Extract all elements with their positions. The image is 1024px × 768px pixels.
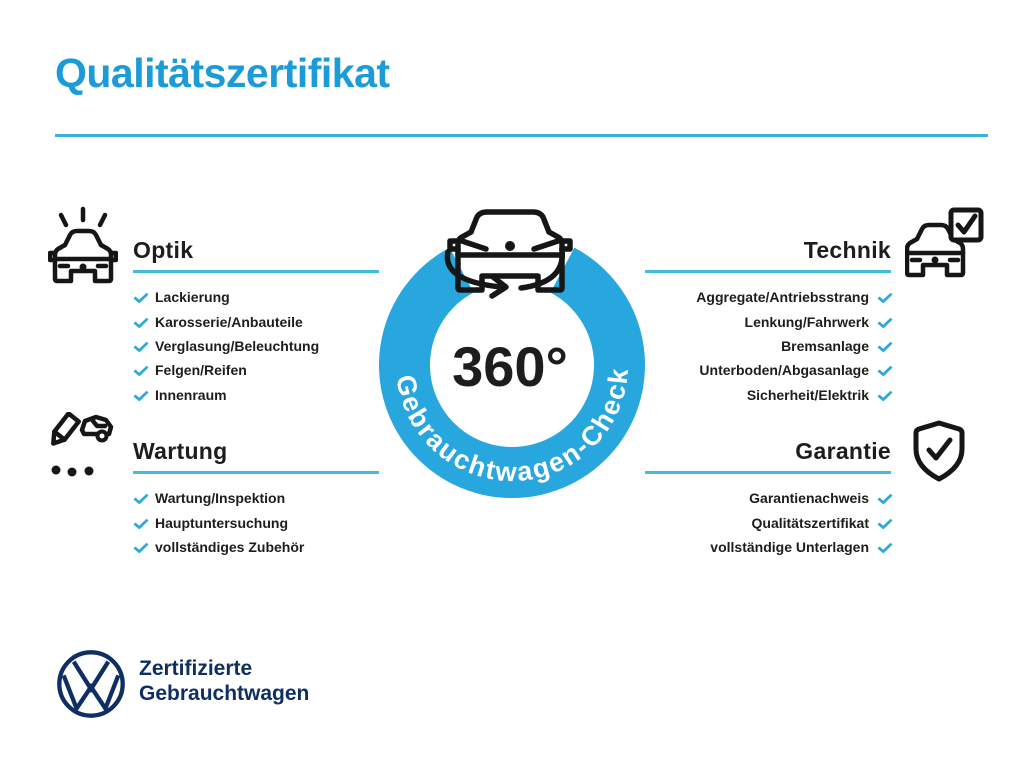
check-icon bbox=[877, 339, 891, 353]
check-icon bbox=[877, 388, 891, 402]
item-label: vollständiges Zubehör bbox=[155, 538, 305, 555]
check-icon bbox=[877, 491, 891, 505]
list-item bbox=[133, 383, 379, 407]
check-icon bbox=[133, 388, 147, 402]
item-label: Garantienachweis bbox=[749, 490, 869, 507]
section-underline bbox=[645, 471, 891, 474]
list-item bbox=[645, 383, 891, 407]
footer-line-1: Zertifizierte bbox=[139, 657, 253, 680]
list-item bbox=[133, 486, 379, 510]
section-title: Wartung bbox=[133, 438, 228, 464]
item-label: Verglasung/Beleuchtung bbox=[155, 337, 320, 354]
list-item bbox=[645, 285, 891, 309]
360-check-badge bbox=[355, 182, 670, 507]
footer-line-2: Gebrauchtwagen bbox=[139, 681, 310, 705]
section-optik bbox=[133, 237, 379, 407]
item-label: Sicherheit/Elektrik bbox=[746, 386, 869, 403]
check-icon bbox=[133, 290, 147, 304]
list-item bbox=[645, 358, 891, 382]
list-item bbox=[133, 510, 379, 534]
section-technik bbox=[645, 237, 891, 407]
title-divider bbox=[55, 134, 988, 137]
check-icon bbox=[877, 315, 891, 329]
section-title: Garantie bbox=[795, 438, 891, 464]
section-underline bbox=[645, 270, 891, 273]
checklist bbox=[645, 285, 891, 407]
check-icon bbox=[133, 315, 147, 329]
check-icon bbox=[133, 363, 147, 377]
item-label: Hauptuntersuchung bbox=[155, 514, 288, 531]
check-icon bbox=[877, 540, 891, 554]
item-label: Lackierung bbox=[155, 289, 230, 306]
check-icon bbox=[133, 516, 147, 530]
list-item bbox=[645, 334, 891, 358]
section-wartung bbox=[133, 438, 379, 559]
list-item bbox=[133, 334, 379, 358]
checklist bbox=[133, 486, 379, 559]
check-icon bbox=[877, 516, 891, 530]
item-label: Lenkung/Fahrwerk bbox=[744, 313, 869, 330]
item-label: Innenraum bbox=[155, 386, 227, 403]
item-label: Unterboden/Abgasanlage bbox=[699, 362, 869, 379]
list-item bbox=[645, 309, 891, 333]
item-label: Aggregate/Antriebsstrang bbox=[696, 289, 869, 306]
list-item bbox=[645, 535, 891, 559]
check-icon bbox=[133, 339, 147, 353]
section-title: Optik bbox=[133, 237, 194, 263]
section-garantie bbox=[645, 438, 891, 559]
shield-check-icon bbox=[906, 419, 972, 489]
list-item bbox=[133, 309, 379, 333]
footer-brand-claim bbox=[139, 657, 309, 706]
section-title: Technik bbox=[803, 237, 891, 263]
item-label: Karosserie/Anbauteile bbox=[155, 313, 303, 330]
list-item bbox=[645, 510, 891, 534]
item-label: vollständige Unterlagen bbox=[710, 538, 869, 555]
ring-label: Gebrauchtwagen-Check bbox=[390, 365, 635, 488]
list-item bbox=[133, 535, 379, 559]
page-title: Qualitätszertifikat bbox=[55, 50, 390, 96]
list-item bbox=[133, 358, 379, 382]
pencil-car-checklist-icon bbox=[44, 412, 116, 480]
item-label: Bremsanlage bbox=[781, 337, 869, 354]
sparkling-car-icon bbox=[48, 203, 118, 285]
list-item bbox=[133, 285, 379, 309]
list-item bbox=[645, 486, 891, 510]
degrees-label: 360° bbox=[452, 335, 568, 398]
section-underline bbox=[133, 471, 379, 474]
check-icon bbox=[133, 540, 147, 554]
check-icon bbox=[877, 363, 891, 377]
vw-logo bbox=[55, 648, 127, 720]
section-underline bbox=[133, 270, 379, 273]
item-label: Qualitätszertifikat bbox=[751, 514, 869, 531]
item-label: Felgen/Reifen bbox=[155, 362, 247, 379]
car-with-checkbox-icon bbox=[905, 207, 985, 282]
checklist bbox=[133, 285, 379, 407]
checklist bbox=[645, 486, 891, 559]
check-icon bbox=[877, 290, 891, 304]
check-icon bbox=[133, 491, 147, 505]
item-label: Wartung/Inspektion bbox=[155, 490, 286, 507]
